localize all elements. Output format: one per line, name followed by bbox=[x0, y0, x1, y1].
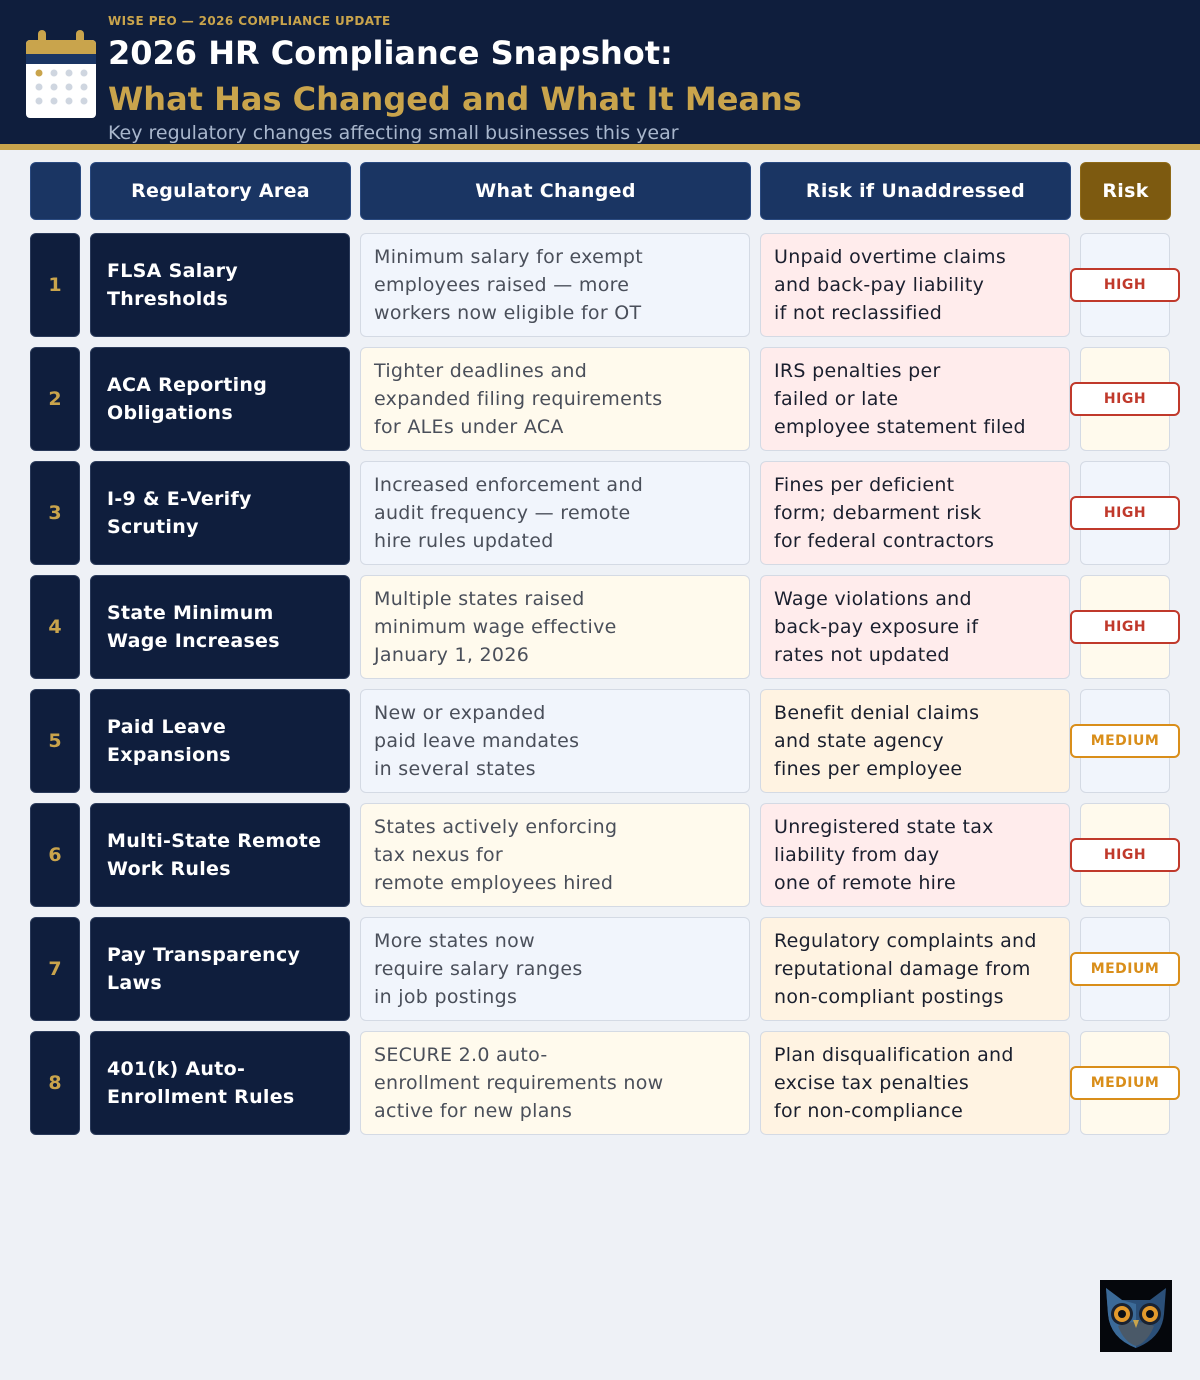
risk-badge: HIGH bbox=[1070, 838, 1180, 872]
risk-badge: HIGH bbox=[1070, 382, 1180, 416]
risk-description: Wage violations and back-pay exposure if rates not updated bbox=[760, 575, 1070, 679]
column-header-number bbox=[30, 162, 81, 220]
table-row bbox=[0, 917, 1200, 1023]
risk-description: Regulatory complaints and reputational damage from non-compliant postings bbox=[760, 917, 1070, 1021]
what-changed: Increased enforcement and audit frequency — remote hire rules updated bbox=[360, 461, 750, 565]
table-row bbox=[0, 803, 1200, 909]
risk-badge: MEDIUM bbox=[1070, 724, 1180, 758]
regulatory-area: 401(k) Auto-Enrollment Rules bbox=[90, 1031, 350, 1135]
table-row bbox=[0, 1031, 1200, 1137]
what-changed: More states now require salary ranges in job postings bbox=[360, 917, 750, 1021]
column-header-level: Risk bbox=[1080, 162, 1171, 220]
row-number: 2 bbox=[30, 347, 80, 451]
column-header-risk: Risk if Unaddressed bbox=[760, 162, 1071, 220]
table-row bbox=[0, 461, 1200, 567]
row-number: 4 bbox=[30, 575, 80, 679]
row-number: 6 bbox=[30, 803, 80, 907]
row-number: 1 bbox=[30, 233, 80, 337]
regulatory-area: FLSA Salary Thresholds bbox=[90, 233, 350, 337]
risk-description: Benefit denial claims and state agency fines per employee bbox=[760, 689, 1070, 793]
page-title: 2026 HR Compliance Snapshot: bbox=[108, 34, 673, 72]
risk-badge: MEDIUM bbox=[1070, 952, 1180, 986]
what-changed: SECURE 2.0 auto- enrollment requirements now active for new plans bbox=[360, 1031, 750, 1135]
page-title-highlight: What Has Changed and What It Means bbox=[108, 80, 802, 118]
table-row bbox=[0, 575, 1200, 681]
header-kicker: WISE PEO — 2026 COMPLIANCE UPDATE bbox=[108, 14, 391, 28]
risk-badge: HIGH bbox=[1070, 268, 1180, 302]
column-header-change: What Changed bbox=[360, 162, 751, 220]
table-row bbox=[0, 233, 1200, 339]
row-number: 7 bbox=[30, 917, 80, 1021]
owl-logo-icon bbox=[1100, 1280, 1172, 1352]
table-row bbox=[0, 347, 1200, 453]
row-number: 3 bbox=[30, 461, 80, 565]
row-number: 5 bbox=[30, 689, 80, 793]
calendar-icon bbox=[26, 30, 96, 118]
risk-badge: HIGH bbox=[1070, 610, 1180, 644]
row-number: 8 bbox=[30, 1031, 80, 1135]
page-subtitle: Key regulatory changes affecting small businesses this year bbox=[108, 122, 679, 144]
regulatory-area: Pay Transparency Laws bbox=[90, 917, 350, 1021]
what-changed: Minimum salary for exempt employees raised — more workers now eligible for OT bbox=[360, 233, 750, 337]
risk-description: Fines per deficient form; debarment risk for federal contractors bbox=[760, 461, 1070, 565]
what-changed: States actively enforcing tax nexus for remote employees hired bbox=[360, 803, 750, 907]
what-changed: Tighter deadlines and expanded filing requirements for ALEs under ACA bbox=[360, 347, 750, 451]
risk-description: Unpaid overtime claims and back-pay liability if not reclassified bbox=[760, 233, 1070, 337]
regulatory-area: I-9 & E-Verify Scrutiny bbox=[90, 461, 350, 565]
what-changed: New or expanded paid leave mandates in several states bbox=[360, 689, 750, 793]
regulatory-area: Paid Leave Expansions bbox=[90, 689, 350, 793]
risk-badge: HIGH bbox=[1070, 496, 1180, 530]
what-changed: Multiple states raised minimum wage effective January 1, 2026 bbox=[360, 575, 750, 679]
risk-description: Unregistered state tax liability from day one of remote hire bbox=[760, 803, 1070, 907]
risk-description: IRS penalties per failed or late employee statement filed bbox=[760, 347, 1070, 451]
column-header-area: Regulatory Area bbox=[90, 162, 351, 220]
header-divider bbox=[0, 144, 1200, 150]
regulatory-area: ACA Reporting Obligations bbox=[90, 347, 350, 451]
risk-badge: MEDIUM bbox=[1070, 1066, 1180, 1100]
risk-description: Plan disqualification and excise tax penalties for non-compliance bbox=[760, 1031, 1070, 1135]
table-row bbox=[0, 689, 1200, 795]
regulatory-area: State Minimum Wage Increases bbox=[90, 575, 350, 679]
regulatory-area: Multi-State Remote Work Rules bbox=[90, 803, 350, 907]
